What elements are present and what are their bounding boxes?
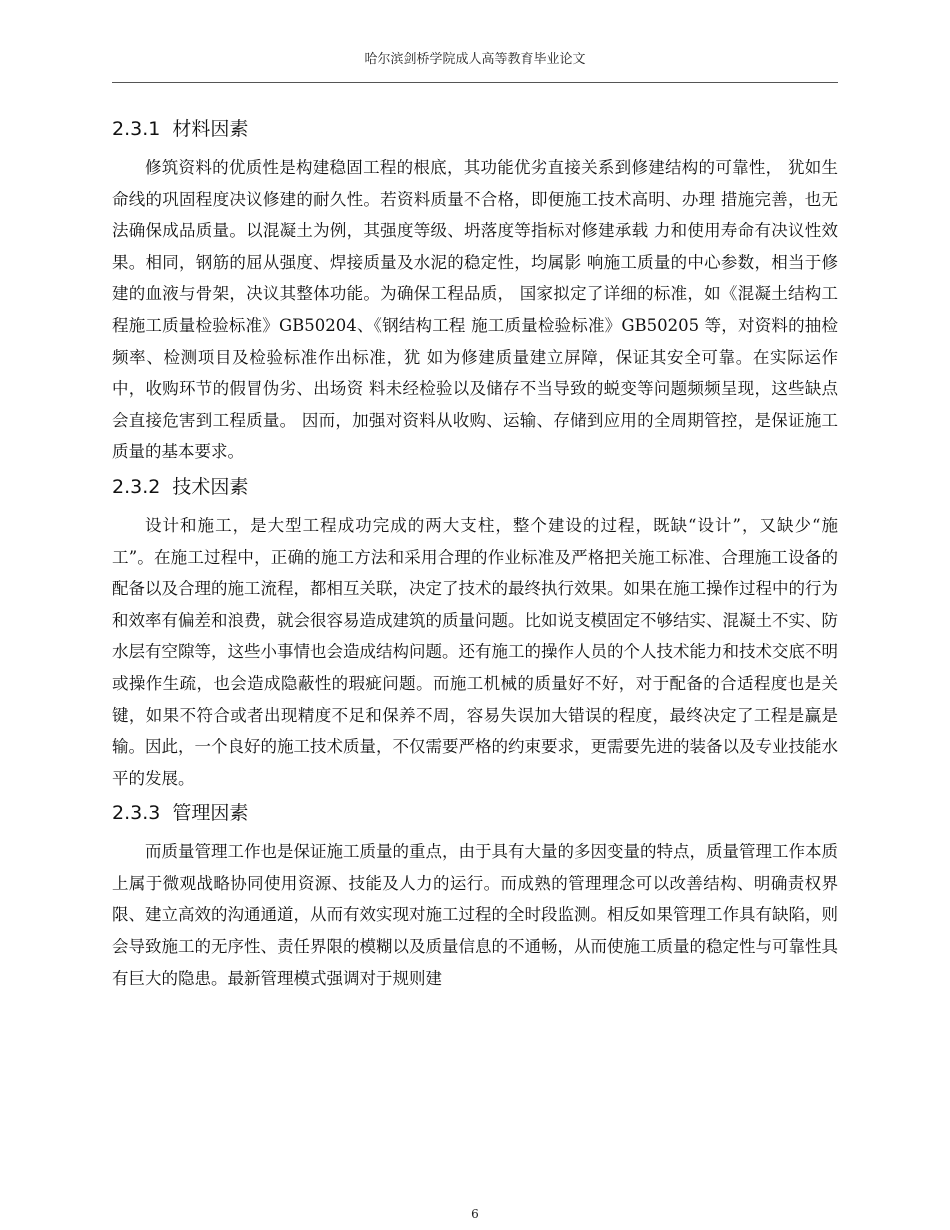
header-divider [112, 82, 838, 83]
section-number: 2.3.3 [112, 802, 161, 825]
section-title: 技术因素 [172, 475, 249, 498]
document-body [112, 112, 838, 996]
page-number: 6 [471, 1207, 479, 1221]
section-paragraph: 而质量管理工作也是保证施工质量的重点，由于具有大量的多因变量的特点，质量管理工作本质上属于微观战略协同使用资源、技能及人力的运行。而成熟的管理理念可以改善结构、明确责权界限、建立高效的沟通通道，从而有效实现对施工过程的全时段监测。相反如果管理工作具有缺陷，则会导致施工的无序性、责任界限的模糊以及质量信息的不通畅，从而使施工质量的稳定性与可靠性具有巨大的隐患。最新管理模式强调对于规则建 [112, 842, 838, 988]
section-number: 2.3.2 [112, 475, 161, 498]
section-paragraph: 设计和施工，是大型工程成功完成的两大支柱，整个建设的过程，既缺“设计”，又缺少“施工”。在施工过程中，正确的施工方法和采用合理的作业标准及严格把关施工标准、合理施工设备的配备以及合理的施工流程，都相互关联，决定了技术的最终执行效果。如果在施工操作过程中的行为和效率有偏差和浪费，就会很容易造成建筑的质量问题。比如说支模固定不够结实、混凝土不实、防水层有空隙等，这些小事情也会造成结构问题。还有施工的操作人员的个人技术能力和技术交底不明或操作生疏，也会造成隐蔽性的瑕疵问题。而施工机械的质量好不好，对于配备的合适程度也是关键，如果不符合或者出现精度不足和保养不周，容易失误加大错误的程度，最终决定了工程是赢是输。因此，一个良好的施工技术质量，不仅需要严格的约束要求，更需要先进的装备以及专业技能水平的发展。 [112, 515, 838, 788]
section-heading [112, 470, 838, 504]
section-number: 2.3.1 [112, 118, 161, 140]
section-heading [112, 796, 838, 830]
section-title: 材料因素 [172, 118, 249, 140]
section-technical-factors [112, 470, 838, 794]
section-heading [112, 112, 838, 146]
page-header: 哈尔滨剑桥学院成人高等教育毕业论文 [364, 52, 586, 67]
section-management-factors [112, 796, 838, 994]
section-paragraph: 修筑资料的优质性是构建稳固工程的根底，其功能优劣直接关系到修建结构的可靠性， 犹如生命线的巩固程度决议修建的耐久性。若资料质量不合格，即便施工技术高明、办理 措施完善，也无法确保成品质量。以混凝土为例，其强度等级、坍落度等指标对修建承载 力和使用寿命有决议性效果。相同，钢筋的屈从强度、焊接质量及水泥的稳定性，均属影 响施工质量的中心参数，相当于修建的血液与骨架，决议其整体功能。为确保工程品质， 国家拟定了详细的标准，如《混凝土结构工程施工质量检验标准》GB50204、《钢结构工程 施工质量检验标准》GB50205 等，对资料的抽检频率、检测项目及检验标准作出标准，犹 如为修建质量建立屏障，保证其安全可靠。在实际运作中，收购环节的假冒伪劣、出场资 料未经检验以及储存不当导致的蜕变等问题频频呈现，这些缺点会直接危害到工程质量。 因而，加强对资料从收购、运输、存储到应用的全周期管控，是保证施工质量的基本要求。 [112, 158, 838, 462]
section-title: 管理因素 [172, 802, 249, 825]
section-material-factors [112, 112, 838, 468]
